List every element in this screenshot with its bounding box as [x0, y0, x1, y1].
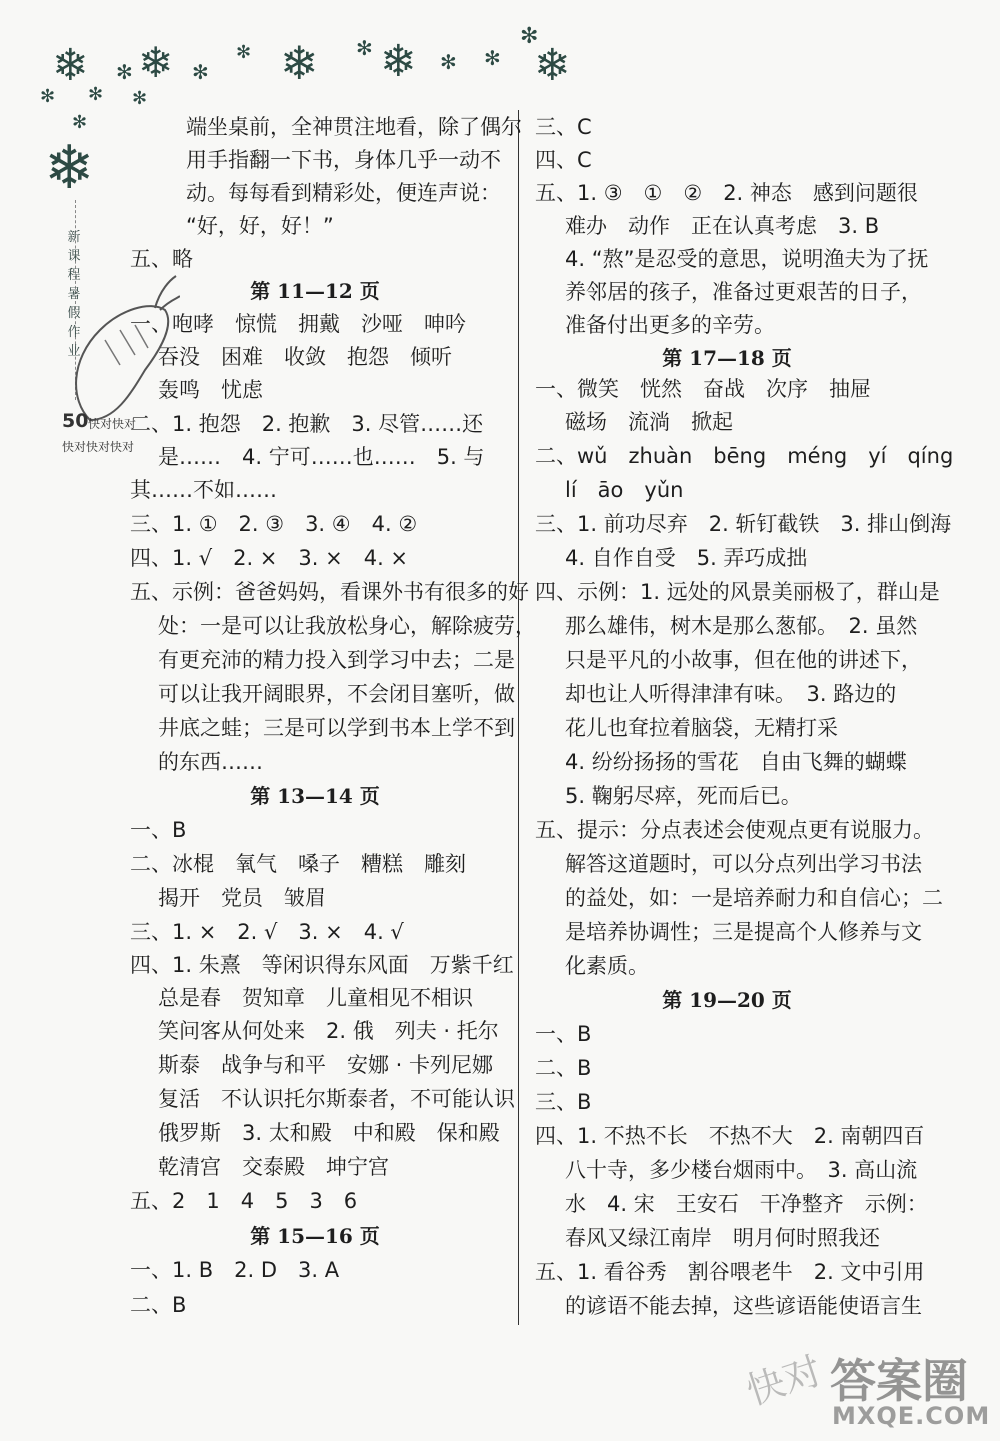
snowflake-icon: ✻	[72, 112, 88, 133]
answer-line: lí āo yǔn	[565, 478, 684, 502]
answer-line: 五、2 1 4 5 3 6	[130, 1189, 358, 1213]
answer-line: 吞没 困难 收敛 抱怨 倾听	[158, 345, 452, 369]
section-heading: 第 15—16 页	[250, 1224, 380, 1248]
snowflake-icon: ✻	[236, 42, 252, 63]
answer-line: 4. “熬”是忍受的意思，说明渔夫为了抚	[565, 247, 929, 271]
page-number: 50	[62, 410, 89, 432]
answer-line: 一、咆哮 惊慌 拥戴 沙哑 呻吟	[130, 312, 466, 336]
snowflake-icon: ✻	[192, 60, 209, 84]
watermark-top-text: 快对	[741, 1348, 828, 1414]
section-heading: 第 11—12 页	[250, 279, 380, 303]
section-heading: 第 17—18 页	[662, 346, 792, 370]
book-title-vertical: 新课程暑假作业	[67, 230, 81, 359]
snowflake-icon: ❄	[138, 38, 174, 87]
answer-line: 三、1. × 2. √ 3. × 4. √	[130, 920, 404, 944]
answer-line: 水 4. 宋 王安石 干净整齐 示例：	[565, 1192, 928, 1216]
answer-line: 动。每每看到精彩处，便连声说：	[186, 181, 501, 205]
answer-line: 四、1. √ 2. × 3. × 4. ×	[130, 546, 409, 570]
snowflake-icon: ✻	[520, 24, 539, 49]
snowflake-icon: ✻	[484, 46, 501, 70]
answer-line: 斯泰 战争与和平 安娜 · 卡列尼娜	[158, 1053, 494, 1077]
answer-line: 五、1. 看谷秀 割谷喂老牛 2. 文中引用	[535, 1260, 925, 1284]
answer-line: 五、1. ③ ① ② 2. 神态 感到问题很	[535, 181, 918, 205]
snowflake-icon: ❄	[534, 40, 571, 91]
answer-line: 可以让我开阔眼界，不会闭目塞听，做	[158, 682, 515, 706]
answer-line: 是…… 4. 宁可……也…… 5. 与	[158, 445, 485, 469]
answer-line: 五、提示：分点表述会使观点更有说服力。	[535, 818, 934, 842]
snowflake-icon: ✻	[116, 60, 133, 84]
answer-line: 笑问客从何处来 2. 俄 列夫 · 托尔	[158, 1019, 499, 1043]
answer-line: 二、B	[535, 1056, 592, 1080]
answer-line: 五、略	[130, 247, 193, 271]
answer-line: 三、1. 前功尽弃 2. 斩钉截铁 3. 排山倒海	[535, 512, 952, 536]
snowflake-icon: ✻	[132, 88, 148, 109]
page-tag-bottom: 快对快对快对	[62, 440, 135, 454]
watermark-main-text: 答案圈	[830, 1354, 968, 1408]
answer-line: 四、示例：1. 远处的风景美丽极了，群山是	[535, 580, 940, 604]
answer-line: 4. 纷纷扬扬的雪花 自由飞舞的蝴蝶	[565, 750, 907, 774]
answer-line: 复活 不认识托尔斯泰者，不可能认识	[158, 1087, 515, 1111]
answer-line: 只是平凡的小故事，但在他的讲述下，	[565, 648, 922, 672]
answer-line: 揭开 党员 皱眉	[158, 886, 326, 910]
snowflake-icon: ❄	[44, 133, 95, 203]
answer-line: 的东西……	[158, 750, 263, 774]
answer-line: 二、B	[130, 1293, 187, 1317]
answer-line: 三、B	[535, 1090, 592, 1114]
answer-line: 三、1. ① 2. ③ 3. ④ 4. ②	[130, 512, 418, 536]
snowflake-icon: ❄	[52, 40, 89, 91]
answer-line: 准备付出更多的辛劳。	[565, 313, 775, 337]
snowflake-icon: ❄	[280, 36, 319, 90]
answer-line: 四、1. 不热不长 不热不大 2. 南朝四百	[535, 1124, 925, 1148]
section-heading: 第 19—20 页	[662, 988, 792, 1012]
answer-line: 三、C	[535, 115, 592, 139]
answer-line: 八十寺，多少楼台烟雨中。 3. 高山流	[565, 1158, 918, 1182]
answer-line: 那么雄伟，树木是那么葱郁。 2. 虽然	[565, 614, 918, 638]
answer-line: 总是春 贺知章 儿童相见不相识	[158, 986, 473, 1010]
column-divider	[518, 110, 519, 1325]
answer-line: 端坐桌前，全神贯注地看，除了偶尔	[186, 115, 522, 139]
answer-line: 花儿也耷拉着脑袋，无精打采	[565, 716, 838, 740]
answer-line: 4. 自作自受 5. 弄巧成拙	[565, 546, 808, 570]
snowflake-icon: ❄	[380, 36, 417, 87]
answer-line: 用手指翻一下书，身体几乎一动不	[186, 148, 501, 172]
answer-line: 的益处，如：一是培养耐力和自信心；二	[565, 886, 943, 910]
snowflake-icon: ✻	[356, 36, 373, 60]
answer-line: 俄罗斯 3. 太和殿 中和殿 保和殿	[158, 1121, 500, 1145]
answer-line: 是培养协调性；三是提高个人修养与文	[565, 920, 922, 944]
answer-line: 化素质。	[565, 954, 649, 978]
answer-line: 一、1. B 2. D 3. A	[130, 1258, 340, 1282]
page-tag-top: 快对快对	[88, 417, 137, 431]
watermark-url-text: MXQE.COM	[832, 1402, 991, 1430]
answer-line: 春风又绿江南岸 明月何时照我还	[565, 1226, 880, 1250]
answer-line: 有更充沛的精力投入到学习中去；二是	[158, 648, 515, 672]
answer-line: 5. 鞠躬尽瘁，死而后已。	[565, 784, 802, 808]
section-heading: 第 13—14 页	[250, 784, 380, 808]
answer-line: 处：一是可以让我放松身心，解除疲劳，	[158, 614, 536, 638]
answer-line: 却也让人听得津津有味。 3. 路边的	[565, 682, 897, 706]
answer-line: 二、wǔ zhuàn bēng méng yí qíng	[535, 444, 954, 468]
answer-line: 井底之蛙；三是可以学到书本上学不到	[158, 716, 515, 740]
answer-line: 的谚语不能去掉，这些谚语能使语言生	[565, 1294, 922, 1318]
answer-line: 四、1. 朱熹 等闲识得东风面 万紫千红	[130, 953, 514, 977]
answer-line: 一、B	[130, 818, 187, 842]
answer-line: 解答这道题时，可以分点列出学习书法	[565, 852, 922, 876]
answer-line: 乾清宫 交泰殿 坤宁宫	[158, 1155, 389, 1179]
answer-line: 四、C	[535, 148, 592, 172]
answer-line: 二、冰棍 氧气 嗓子 糟糕 雕刻	[130, 852, 466, 876]
answer-line: 二、1. 抱怨 2. 抱歉 3. 尽管……还	[130, 412, 484, 436]
answer-line: “好，好，好！”	[186, 214, 334, 238]
answer-line: 轰鸣 忧虑	[158, 378, 263, 402]
answer-line: 一、B	[535, 1022, 592, 1046]
answer-line: 养邻居的孩子，准备过更艰苦的日子，	[565, 280, 922, 304]
answer-line: 其……不如……	[130, 478, 277, 502]
snowflake-icon: ✻	[88, 84, 104, 105]
answer-line: 五、示例：爸爸妈妈，看课外书有很多的好	[130, 580, 529, 604]
snowflake-icon: ✻	[40, 86, 56, 107]
answer-line: 难办 动作 正在认真考虑 3. B	[565, 214, 880, 238]
snowflake-icon: ✻	[440, 50, 457, 74]
answer-line: 磁场 流淌 掀起	[565, 410, 733, 434]
answer-line: 一、微笑 恍然 奋战 次序 抽屉	[535, 377, 871, 401]
